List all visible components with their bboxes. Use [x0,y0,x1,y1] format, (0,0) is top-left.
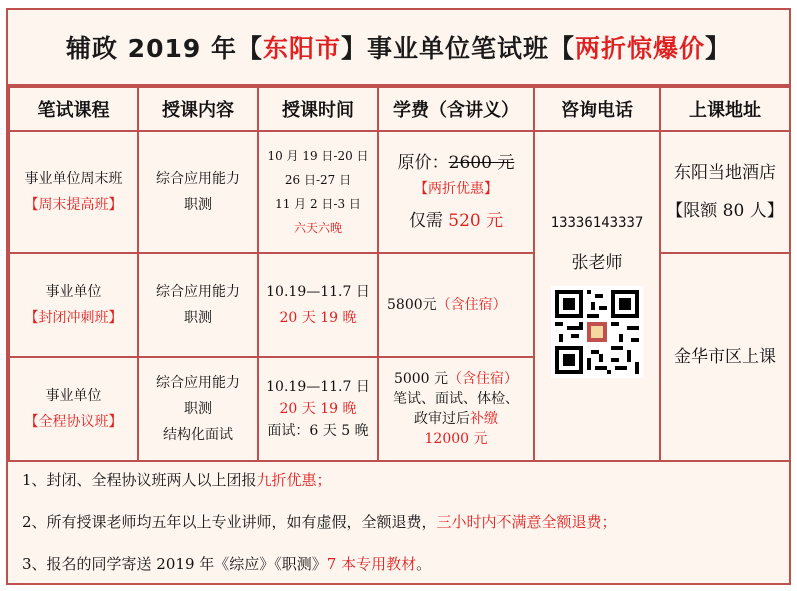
fee-original-label: 原价： [397,153,449,173]
fee-line3-pre: 政审过后 [414,411,470,427]
fee-line [379,369,533,389]
time-cell [258,357,378,461]
fee-line3-red: 补缴 [470,411,498,427]
column-header: 授课时间 [258,87,378,131]
title-prefix: 辅政 2019 年【 [65,34,263,63]
content-line: 结构化面试 [163,427,233,443]
contact-phone: 13336143337 [550,215,644,231]
title-promo: 两折惊爆价 [575,34,706,63]
fee-line [379,409,533,429]
fee-original [379,150,533,176]
note-line [22,511,617,532]
table-row [9,131,790,253]
content-line: 综合应用能力 [156,284,240,300]
content-line: 职测 [184,401,212,417]
note-highlight: 7 本专用教材 [326,555,417,573]
course-cell [9,357,138,461]
fee-amount: 5800元 [387,297,437,313]
page-title [8,10,789,86]
fee-discount: 【两折优惠】 [414,181,498,197]
course-tag: 【全程协议班】 [24,414,123,430]
fee-line: 笔试、面试、体检、 [393,391,519,407]
fee-cell [378,357,534,461]
content-line: 职测 [184,310,212,326]
course-name: 事业单位 [45,284,102,300]
fee-amount: 5000 元 [393,371,449,387]
time-line: 11 月 2 日-3 日 [275,197,361,211]
fee-only-value: 520 元 [448,211,504,231]
contact-name: 张老师 [571,253,623,273]
time-line: 10 月 19 日-20 日 [267,149,369,163]
course-name: 事业单位 [45,388,102,404]
time-line: 10.19—11.7 日 [266,379,370,395]
content-cell [138,357,258,461]
course-tag: 【封闭冲刺班】 [24,310,123,326]
table-header-row [9,87,790,131]
note-text: 3、报名的同学寄送 2019 年《综应》《职测》 [22,555,327,573]
address-line: 东阳当地酒店 [674,163,776,183]
time-line: 10.19—11.7 日 [266,284,370,300]
note-text: 2、所有授课老师均五年以上专业讲师，如有虚假，全额退费， [22,513,437,531]
course-cell [9,253,138,357]
fee-note: （含住宿） [436,297,507,313]
content-line: 综合应用能力 [156,171,240,187]
column-header: 咨询电话 [534,87,660,131]
table-row [9,253,790,357]
column-header: 上课地址 [660,87,790,131]
note-line [22,469,332,490]
address-cell [660,131,790,253]
title-middle: 】事业单位笔试班【 [340,34,575,63]
fee-line [387,292,533,318]
fee-note: （含住宿） [448,371,519,387]
content-cell [138,253,258,357]
note-highlight: 三小时内不满意全额退费； [436,513,617,531]
note-line [22,553,431,574]
column-header: 授课内容 [138,87,258,131]
content-cell [138,131,258,253]
note-tail: 。 [416,555,432,573]
fee-original-value: 2600 元 [448,153,515,173]
time-highlight: 六天六晚 [293,221,342,235]
note-text: 1、封闭、全程协议班两人以上团报 [22,471,257,489]
course-cell [9,131,138,253]
note-highlight: 九折优惠； [256,471,332,489]
fee-only [379,208,533,234]
course-name: 事业单位周末班 [24,171,123,187]
fee-cell [378,253,534,357]
qr-code-icon [551,286,643,378]
address-cell [660,253,790,461]
fee-line: 12000 元 [424,431,488,447]
course-table [8,86,791,462]
column-header: 笔试课程 [9,87,138,131]
address-line: 金华市区上课 [674,347,776,367]
column-header: 学费（含讲义） [378,87,534,131]
contact-cell [534,131,660,461]
time-highlight: 20 天 19 晚 [279,401,357,417]
fee-only-label: 仅需 [408,211,449,231]
title-city: 东阳市 [262,34,341,63]
content-line: 综合应用能力 [156,375,240,391]
time-cell [258,253,378,357]
time-cell [258,131,378,253]
address-quota: 【限额 80 人】 [666,201,784,221]
time-line: 26 日-27 日 [284,173,352,187]
notes-section [8,461,789,583]
content-line: 职测 [184,197,212,213]
time-highlight: 20 天 19 晚 [279,310,357,326]
time-extra: 面试：6 天 5 晚 [267,423,369,439]
course-tag: 【周末提高班】 [24,197,123,213]
title-suffix: 】 [705,34,732,63]
fee-cell [378,131,534,253]
